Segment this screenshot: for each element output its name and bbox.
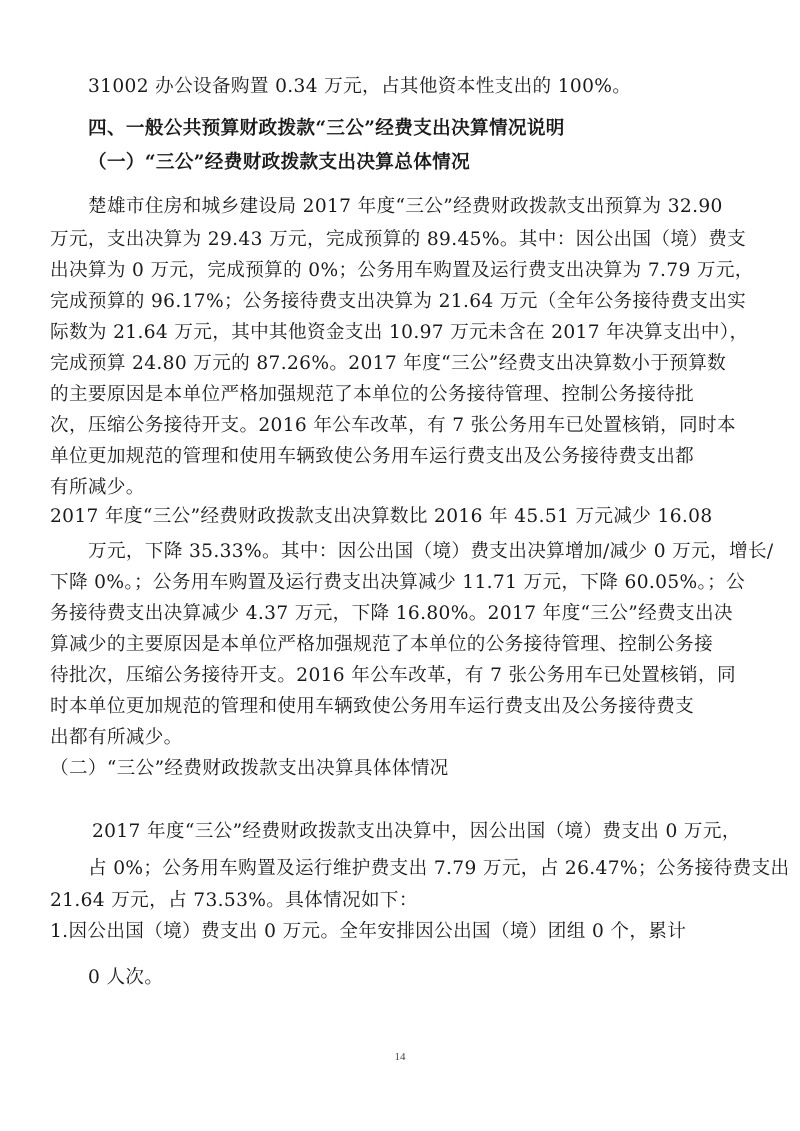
page-number: 14: [394, 1051, 406, 1063]
paragraph-line: 时本单位更加规范的管理和使用车辆致使公务用车运行费支出及公务接待费支: [50, 696, 695, 717]
paragraph-line: 万元，下降 35.33%。其中：因公出国（境）费支出决算增加/减少 0 万元，增长/: [88, 541, 774, 562]
section-heading-four: 四、一般公共预算财政拨款“三公”经费支出决算情况说明: [88, 118, 565, 139]
paragraph-line: 2017 年度“三公”经费财政拨款支出决算中，因公出国（境）费支出 0 万元，: [92, 821, 741, 842]
paragraph-line: 占 0%；公务用车购置及运行维护费支出 7.79 万元，占 26.47%；公务接待费支出: [88, 858, 790, 879]
list-item-line: 1.因公出国（境）费支出 0 万元。全年安排因公出国（境）团组 0 个，累计: [50, 921, 687, 942]
paragraph-line: 2017 年度“三公”经费财政拨款支出决算数比 2016 年 45.51 万元减少 16.08: [50, 506, 713, 527]
text-line-other-capital-expenditure: 31002 办公设备购置 0.34 万元，占其他资本性支出的 100%。: [88, 76, 632, 97]
paragraph-line: 出决算为 0 万元，完成预算的 0%；公务用车购置及运行费支出决算为 7.79 万元，: [50, 260, 754, 281]
paragraph-line: 完成预算 24.80 万元的 87.26%。2017 年度“三公”经费支出决算数小于预算数: [50, 353, 727, 374]
paragraph-line: 下降 0%。；公务用车购置及运行费支出决算减少 11.71 万元，下降 60.05%。；公: [50, 572, 746, 593]
subsection-heading-two: （二）“三公”经费财政拨款支出决算具体体情况: [50, 758, 449, 779]
paragraph-line: 的主要原因是本单位严格加强规范了本单位的公务接待管理、控制公务接待批: [50, 384, 695, 405]
paragraph-line: 楚雄市住房和城乡建设局 2017 年度“三公”经费财政拨款支出预算为 32.90: [88, 196, 723, 217]
paragraph-line: 完成预算的 96.17%；公务接待费支出决算为 21.64 万元（全年公务接待费支出实: [50, 291, 747, 312]
paragraph-line: 单位更加规范的管理和使用车辆致使公务用车运行费支出及公务接待费支出都: [50, 446, 695, 467]
paragraph-line: 算减少的主要原因是本单位严格加强规范了本单位的公务接待管理、控制公务接: [50, 634, 714, 655]
paragraph-line: 待批次，压缩公务接待开支。2016 年公车改革，有 7 张公务用车已处置核销，同: [50, 665, 736, 686]
paragraph-line: 有所减少。: [50, 477, 145, 498]
list-item-line: 0 人次。: [88, 967, 164, 988]
paragraph-line: 万元，支出决算为 29.43 万元，完成预算的 89.45%。其中：因公出国（境）费支: [50, 229, 747, 250]
paragraph-line: 次，压缩公务接待开支。2016 年公车改革，有 7 张公务用车已处置核销，同时本: [50, 415, 736, 436]
paragraph-line: 际数为 21.64 万元，其中其他资金支出 10.97 万元未含在 2017 年决算支出中），: [50, 322, 749, 343]
paragraph-line: 21.64 万元，占 73.53%。具体情况如下：: [50, 890, 418, 911]
paragraph-line: 务接待费支出决算减少 4.37 万元，下降 16.80%。2017 年度“三公”经费支出决: [50, 603, 733, 624]
subsection-heading-one: （一）“三公”经费财政拨款支出决算总体情况: [88, 152, 471, 173]
paragraph-line: 出都有所减少。: [50, 727, 183, 748]
